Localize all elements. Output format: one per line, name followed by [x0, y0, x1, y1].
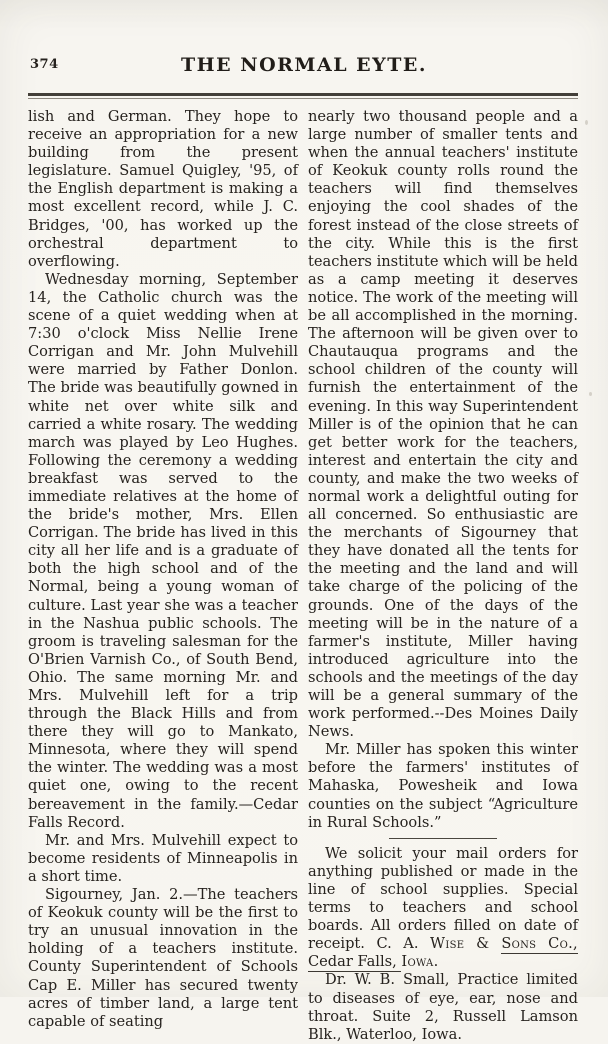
masthead-title: THE NORMAL EYTE. — [181, 54, 427, 76]
ad-wise-firm-underlined: Sons Co., — [501, 935, 578, 953]
ad-wise-lead: We solicit your mail orders for anything published or made in the line of school supplies. Special terms to teachers and school boards. All orders filled on date of receipt. C. A. — [308, 844, 578, 953]
paragraph: nearly two thousand people and a large number of smaller tents and when the annual teachers' institute of Keokuk county rolls round the teachers will find themselves enjoying the cool shades of the forest instead of the close streets of the city. While this is the first teachers institute which will be held as a camp meeting it deserves notice. The work of the meeting will be all accomplished in the morning. The afternoon will be given over to Chautauqua programs and the school children of the county will furnish the entertainment of the evening. In this way Superintendent Miller is of the opinion that he can get better work for the teachers, interest and entertain the city and county, and make the two weeks of normal work a delightful outing for all concerned. So enthusiastic are the merchants of Sigourney that they have donated all the tents for the meeting and the land and will take charge of the policing of the grounds. One of the days of the meeting will be in the nature of a farmer's institute, Miller having introduced agriculture into the schools and the meetings of the day will be a general summary of the work performed.--Des Moines Daily News. — [308, 108, 578, 741]
article-columns — [0, 99, 608, 1044]
ad-wise-firm: Wise & — [430, 935, 502, 953]
scan-speck — [589, 392, 592, 396]
ad-wise-and-sons — [308, 845, 578, 972]
right-column — [308, 108, 578, 1044]
section-divider — [389, 838, 497, 839]
paragraph: Mr. and Mrs. Mulvehill expect to become residents of Minneapolis in a short time. — [28, 831, 298, 885]
paragraph: Sigourney, Jan. 2.—The teachers of Keokuk county will be the first to try an unusual innovation in the holding of a teachers institute. County Superintendent of Schools Cap E. Miller has secured twenty acres of timber land, a large tent capable of seating — [28, 886, 298, 1030]
scan-speck — [585, 120, 588, 125]
paragraph: Mr. Miller has spoken this winter before the farmers' institutes of Mahaska, Powesheik and Iowa counties on the subject “Agriculture in Rural Schools.” — [308, 741, 578, 831]
ad-wise-state: Iowa. — [401, 953, 439, 971]
page-number: 374 — [30, 57, 59, 72]
paragraph: lish and German. They hope to receive an appropriation for a new building from the present legislature. Samuel Quigley, '95, of the English department is making a most excellent record, while J. C. Bridges, '00, has worked up the orchestral department to overflowing. — [28, 108, 298, 270]
ad-dr-small: Dr. W. B. Small, Practice limited to diseases of eye, ear, nose and throat. Suite 2, Russell Lamson Blk., Waterloo, Iowa. — [308, 971, 578, 1043]
left-column — [28, 108, 298, 1044]
ad-wise-city-underlined: Cedar Falls, — [308, 953, 402, 971]
page-header — [0, 0, 608, 86]
paragraph: Wednesday morning, September 14, the Catholic church was the scene of a quiet wedding when at 7:30 o'clock Miss Nellie Irene Corrigan and Mr. John Mulvehill were married by Father Donlon. The bride was beautifully gowned in white net over white silk and carried a white rosary. The wedding march was played by Leo Hughes. Following the ceremony a wedding breakfast was served to the immediate relatives at the home of the bride's mother, Mrs. Ellen Corrigan. The bride has lived in this city all her life and is a graduate of both the high school and of the Normal, being a young woman of culture. Last year she was a teacher in the Nashua public schools. The groom is traveling salesman for the O'Brien Varnish Co., of South Bend, Ohio. The same morning Mr. and Mrs. Mulvehill left for a trip through the Black Hills and from there they will go to Mankato, Minnesota, where they will spend the winter. The wedding was a most quiet one, owing to the recent bereavement in the family.—Cedar Falls Record. — [28, 270, 298, 831]
